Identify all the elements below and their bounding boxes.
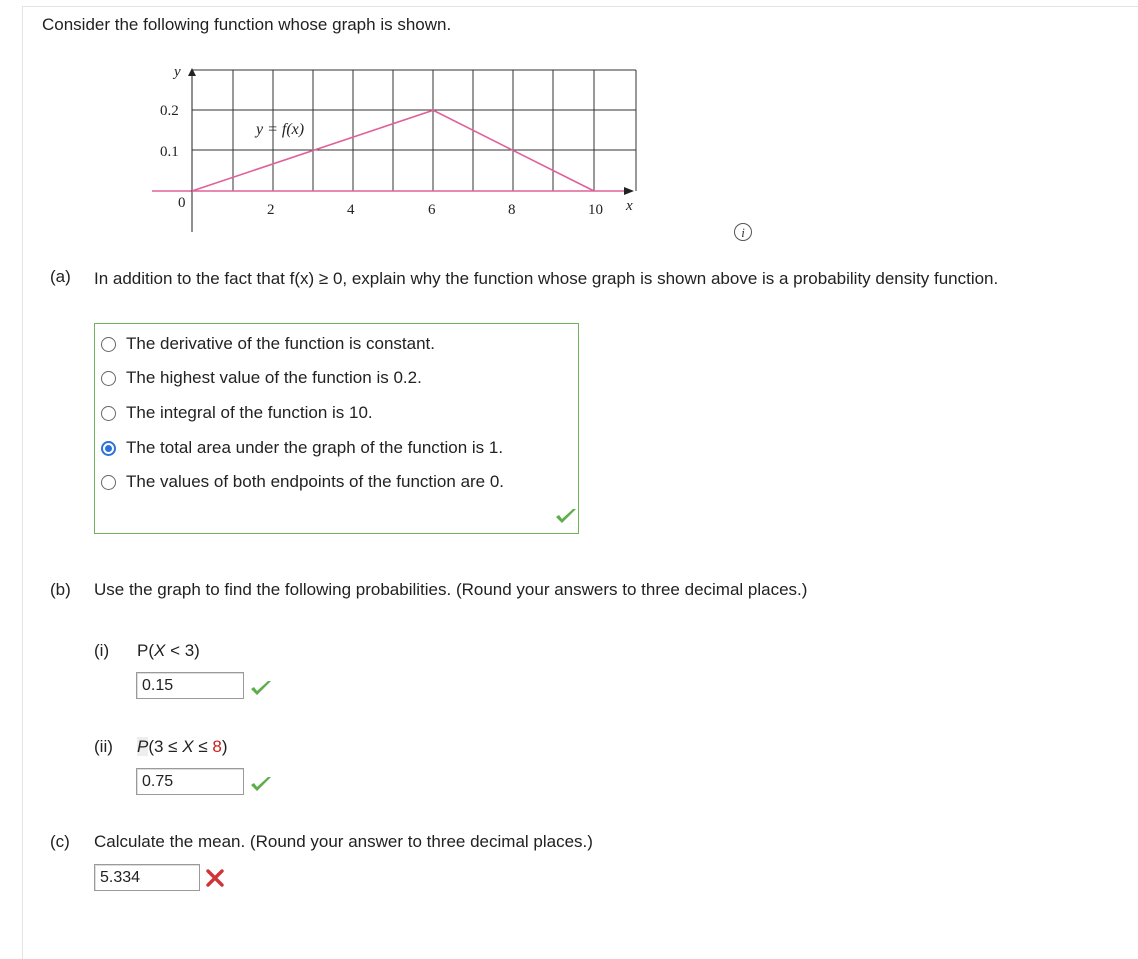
x-axis-arrow	[624, 187, 634, 195]
radio-button[interactable]	[101, 475, 116, 490]
radio-button-selected[interactable]	[101, 441, 116, 456]
x-tick-8: 8	[508, 202, 516, 218]
y-axis-label: y	[174, 64, 181, 80]
part-b-label: (b)	[50, 580, 71, 599]
x-tick-2: 2	[267, 202, 275, 218]
x-tick-10: 10	[588, 202, 603, 218]
x-tick-6: 6	[428, 202, 436, 218]
choice-text: The integral of the function is 10.	[126, 403, 373, 422]
choice-total-area-1[interactable]	[101, 438, 503, 458]
x-tick-4: 4	[347, 202, 355, 218]
choice-derivative-constant[interactable]	[101, 334, 435, 354]
radio-button[interactable]	[101, 406, 116, 421]
checkmark-icon	[250, 680, 272, 696]
cross-icon	[206, 869, 224, 892]
y-tick-0.1: 0.1	[160, 144, 179, 160]
answer-input-mean[interactable]: 5.334	[94, 864, 200, 891]
y-tick-0: 0	[178, 195, 186, 211]
choice-text: The values of both endpoints of the function are 0.	[126, 472, 505, 491]
part-a-choices	[94, 323, 579, 534]
choice-text: The total area under the graph of the function is 1.	[126, 438, 504, 457]
part-b-instruction: Use the graph to find the following probabilities. (Round your answers to three decimal places.)	[94, 580, 808, 599]
choice-integral-10[interactable]	[101, 403, 373, 423]
radio-button[interactable]	[101, 337, 116, 352]
x-axis-label: x	[626, 198, 633, 214]
checkmark-icon	[250, 776, 272, 792]
part-c-instruction: Calculate the mean. (Round your answer to three decimal places.)	[94, 832, 593, 851]
choice-text: The highest value of the function is 0.2.	[126, 368, 422, 387]
part-a-label: (a)	[50, 267, 71, 286]
part-a-question: In addition to the fact that f(x) ≥ 0, explain why the function whose graph is shown above is a probability density function.	[94, 269, 999, 288]
answer-input-ii[interactable]: 0.75	[136, 768, 244, 795]
choice-endpoints-zero[interactable]	[101, 472, 504, 492]
y-axis-arrow	[188, 68, 196, 76]
answer-input-i[interactable]: 0.15	[136, 672, 244, 699]
intro-text: Consider the following function whose graph is shown.	[42, 15, 452, 34]
info-icon[interactable]: i	[734, 223, 752, 241]
choice-text: The derivative of the function is constant.	[126, 334, 436, 353]
part-c-label: (c)	[50, 832, 70, 851]
checkmark-icon	[555, 508, 577, 524]
sub-i-label: (i)	[94, 641, 110, 660]
sub-ii-label: (ii)	[94, 737, 113, 756]
function-graph	[148, 64, 648, 234]
function-label: y = f(x)	[256, 121, 305, 138]
choice-highest-value[interactable]	[101, 368, 422, 388]
y-tick-0.2: 0.2	[160, 103, 179, 119]
radio-button[interactable]	[101, 371, 116, 386]
sub-i-expression: P(X < 3)	[137, 641, 200, 660]
sub-ii-expression: P(3 ≤ X ≤ 8)	[137, 737, 228, 756]
